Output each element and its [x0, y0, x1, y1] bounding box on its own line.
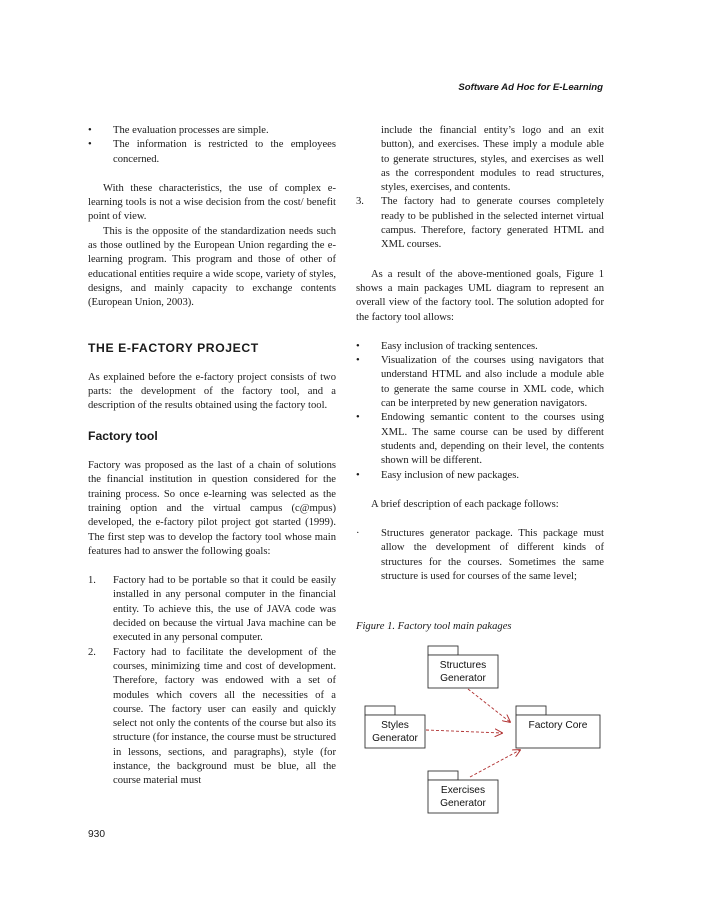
- paragraph: As explained before the e-factory project consists of two parts: the development of the factory tool, and a description of the results obtained using the factory tool.: [88, 371, 336, 412]
- list-item: · Structures generator package. This package must allow the development of different kinds of structures for the courses. Sometimes the same structure is used for courses of the same level;: [356, 527, 604, 584]
- bullet-icon: •: [88, 125, 92, 136]
- dependency-arrow: [468, 689, 510, 722]
- list-item: • The evaluation processes are simple.: [88, 124, 336, 138]
- list-item: • The information is restricted to the employees concerned.: [88, 138, 336, 167]
- package-label: Exercises: [440, 785, 486, 796]
- paragraph: Factory was proposed as the last of a chain of solutions the financial institution in question considered for the training process. So once e-learning was selected as the training option and the virtual campus (c@mpus) developed, the e-factory pilot project got started (1999). The first step was to develop the factory tool whose main features had to answer the following goals:: [88, 460, 336, 557]
- factory-core-package: [516, 706, 600, 748]
- package-label: Generator: [372, 733, 418, 744]
- bullet-icon: •: [356, 355, 360, 367]
- dependency-arrow: [426, 730, 502, 733]
- numbered-item: 3. The factory had to generate courses completely ready to be published in the selected internet virtual campus. Therefore, factory generated HTML and XML courses.: [356, 196, 604, 251]
- package-label: Structures: [439, 660, 487, 671]
- package-label: Generator: [440, 798, 486, 809]
- package-label: Generator: [440, 673, 486, 684]
- bullet-icon: •: [356, 412, 360, 424]
- list-item: • Visualization of the courses using navigators that understand HTML and also include a module able to generate the same course in XML code, which can be interpreted by new generation navigators.: [356, 354, 604, 411]
- right-column: [356, 124, 604, 584]
- numbered-item: 2. Factory had to facilitate the development of the courses, minimizing time and cost of development. Therefore, factory was endowed with a set of modules which covers all the necessities of a course. The factory user can easily and quickly select not only the contents of the course but also its structure (for instance, the course must be structured in lessons, sections, and paragraphs), style (for instance, the background must be blue, all the course material must: [88, 646, 336, 787]
- dependency-arrow: [470, 750, 520, 777]
- paragraph: As a result of the above-mentioned goals, Figure 1 shows a main packages UML diagram to represent an overall view of the factory tool. The solution adopted for the factory tool allows:: [356, 268, 604, 323]
- section-heading: THE E-FACTORY PROJECT: [88, 340, 259, 355]
- bullet-icon: ·: [356, 528, 360, 540]
- package-label: Factory Core: [528, 720, 588, 731]
- paragraph: This is the opposite of the standardization needs such as those outlined by the European Union regarding the e-learning program. This program and those of other of educational entities require a wide scope, variety of styles, designs, and mainly capacity to exchange contents (European Union, 2003).: [88, 225, 336, 309]
- structures-generator-package: [428, 646, 498, 688]
- page-number: 930: [88, 829, 105, 840]
- subsection-heading: Factory tool: [88, 428, 158, 443]
- figure-caption: Figure 1. Factory tool main pakages: [356, 621, 512, 632]
- paragraph: With these characteristics, the use of complex e-learning tools is not a wise decision from the cost/ benefit point of view.: [88, 182, 336, 223]
- styles-generator-package: [365, 706, 425, 748]
- list-item: • Endowing semantic content to the courses using XML. The same course can be used by different students and, depending on their level, the contents shown will be different.: [356, 411, 604, 468]
- bullet-icon: •: [88, 139, 92, 151]
- numbered-item: 1. Factory had to be portable so that it could be easily installed in any personal computer in the financial entity. To achieve this, the use of JAVA code was decided on because the virtual Java machine can be executed in any personal computer.: [88, 575, 336, 644]
- left-column: [88, 124, 336, 789]
- paragraph: A brief description of each package follows:: [371, 498, 559, 510]
- uml-package-diagram: [356, 640, 606, 820]
- bullet-icon: •: [356, 469, 360, 481]
- list-item: • Easy inclusion of new packages.: [356, 469, 604, 483]
- running-head: Software Ad Hoc for E-Learning: [458, 82, 603, 93]
- exercises-generator-package: [428, 771, 498, 813]
- list-item: • Easy inclusion of tracking sentences.: [356, 340, 604, 354]
- numbered-item-continuation: include the financial entity’s logo and an exit button), and exercises. These imply a module able to generate structures, styles, and exercises as well as the correspondent modules to read structures, styles, exercises, and contents.: [381, 125, 604, 194]
- package-label: Styles: [381, 720, 409, 731]
- bullet-icon: •: [356, 340, 360, 352]
